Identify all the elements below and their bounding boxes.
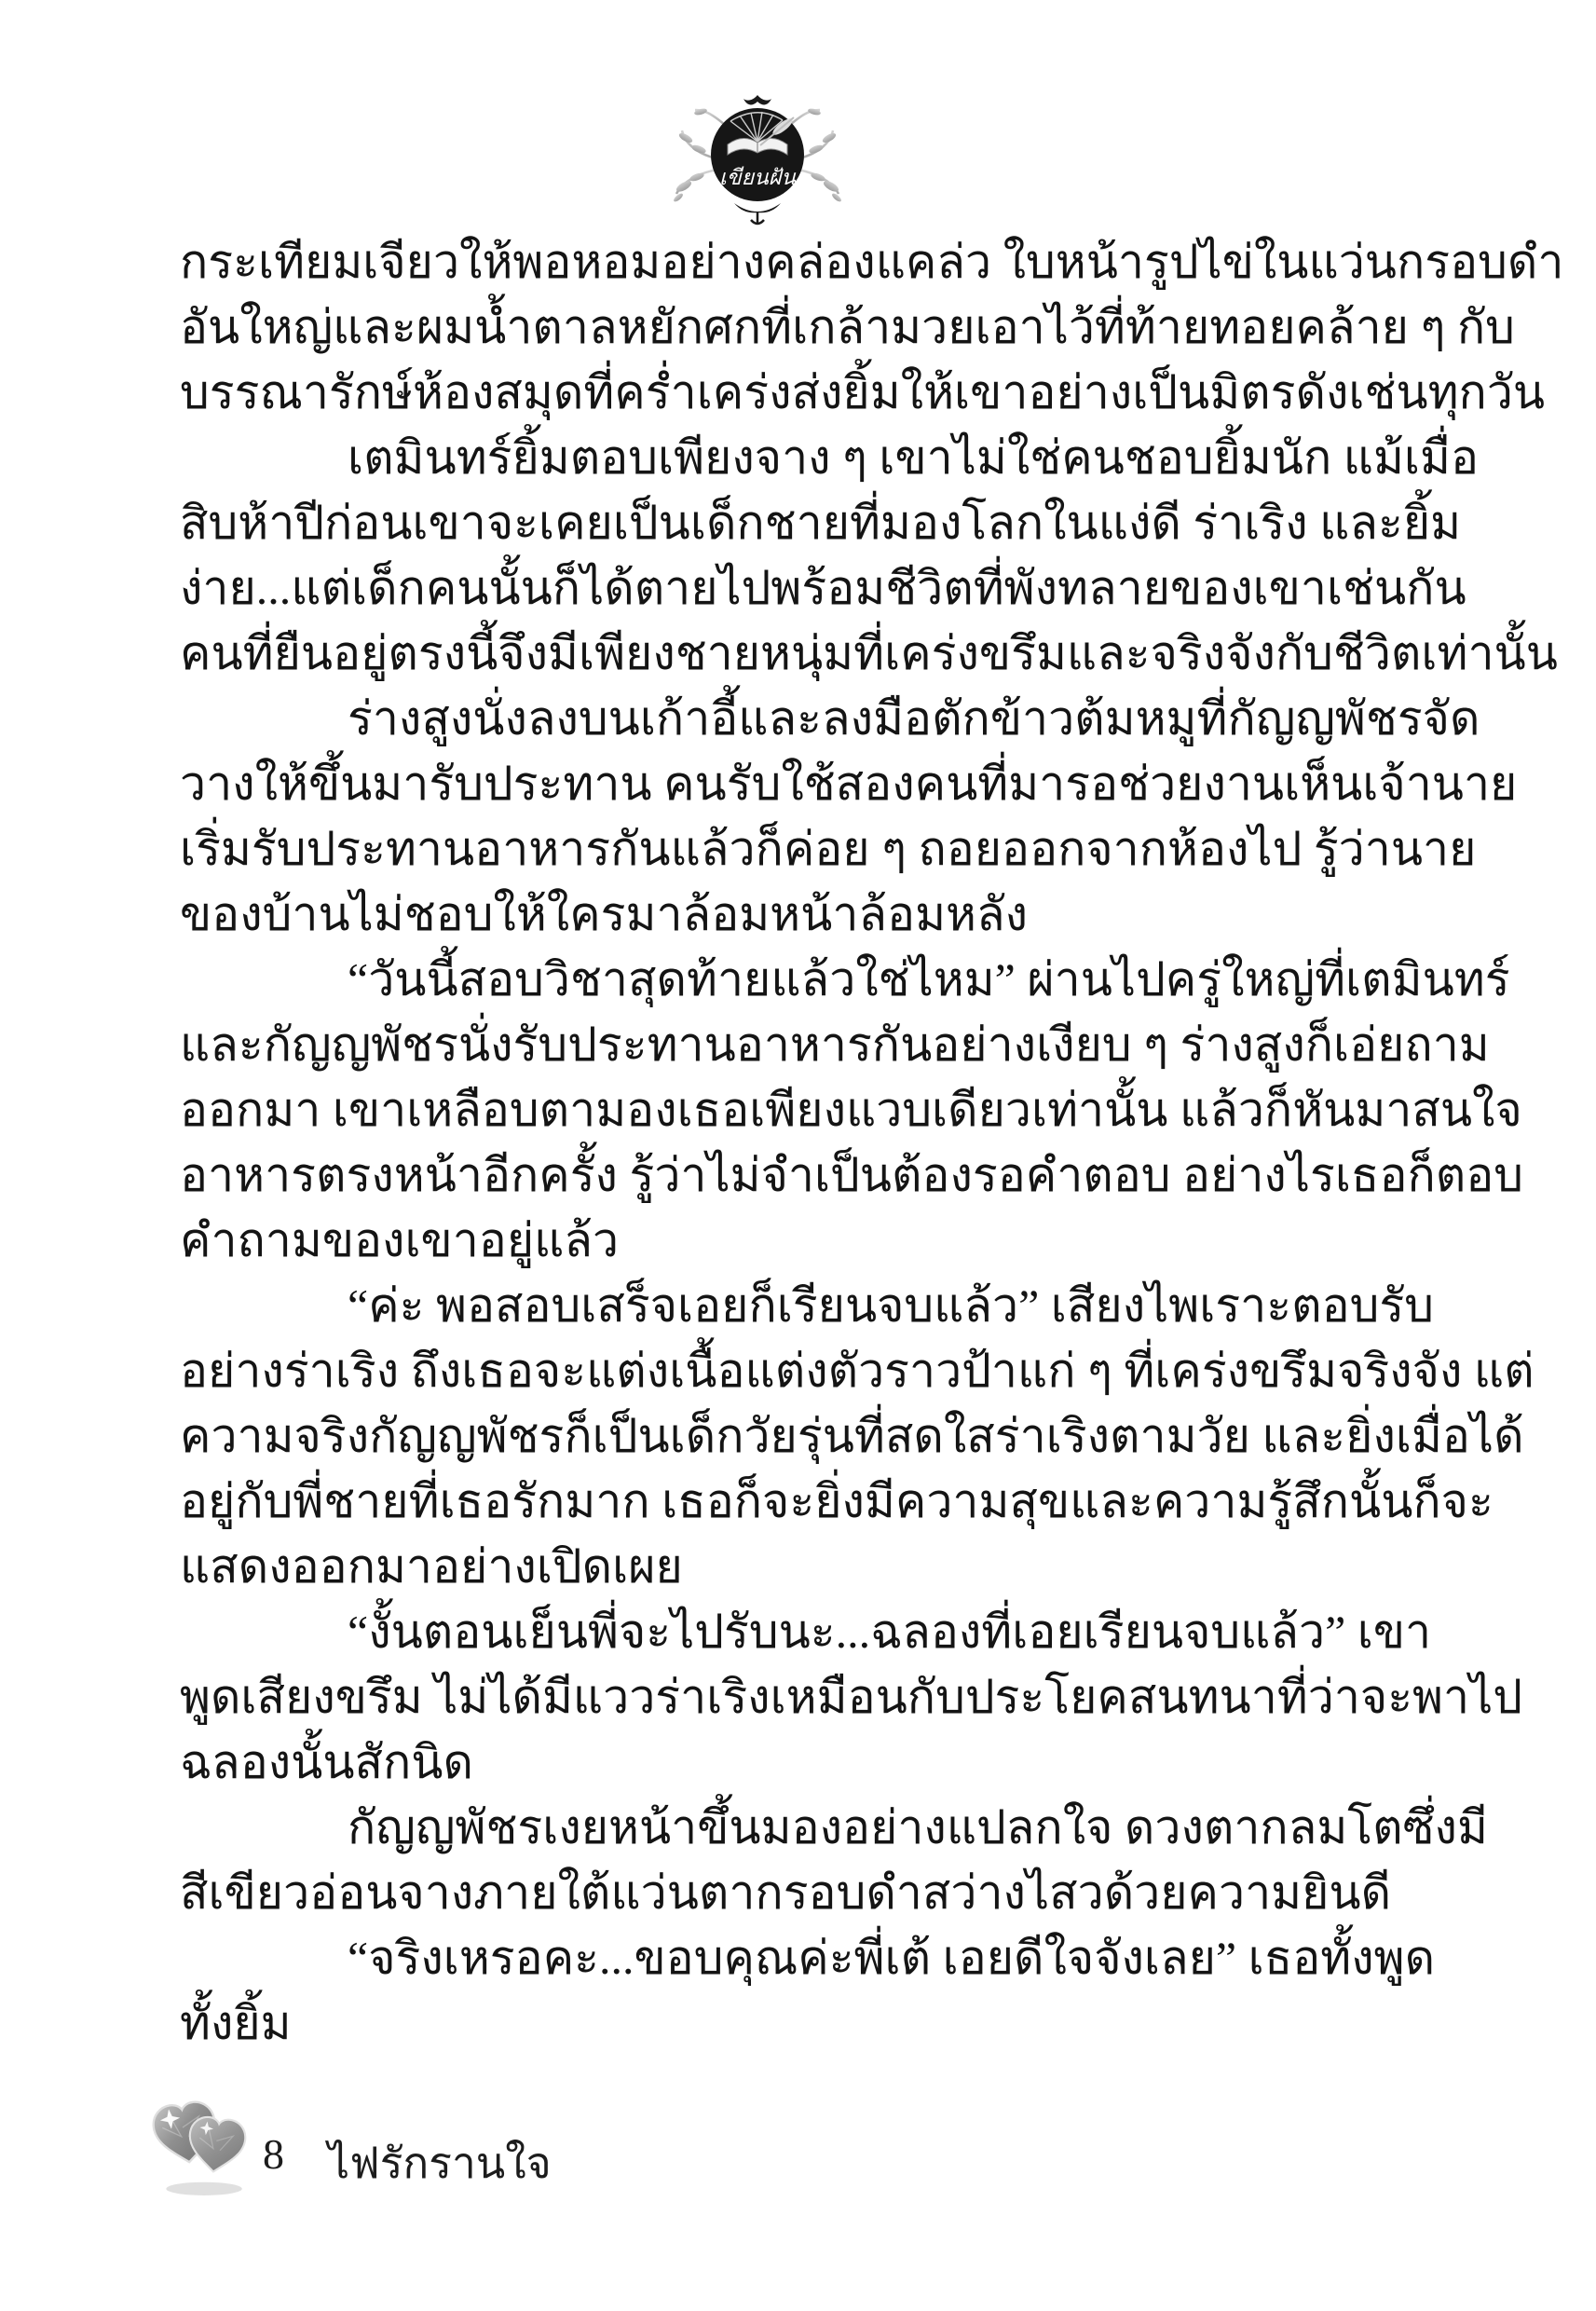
publisher-logo	[669, 93, 846, 228]
text-line: อันใหญ่และผมน้ำตาลหยักศกที่เกล้ามวยเอาไว้ที่ท้ายทอยคล้าย ๆ กับ	[180, 301, 1515, 353]
text-line: ฉลองนั้นสักนิด	[180, 1736, 473, 1788]
text-line: เตมินทร์ยิ้มตอบเพียงจาง ๆ เขาไม่ใช่คนชอบยิ้มนัก แม้เมื่อ	[348, 431, 1480, 484]
text-line: “วันนี้สอบวิชาสุดท้ายแล้วใช่ไหม” ผ่านไปครู่ใหญ่ที่เตมินทร์	[348, 953, 1510, 1005]
text-line: ความจริงกัญญพัชรก็เป็นเด็กวัยรุ่นที่สดใสร่าเริงตามวัย และยิ่งเมื่อได้	[180, 1410, 1524, 1462]
text-line: วางให้ขึ้นมารับประทาน คนรับใช้สองคนที่มารอช่วยงานเห็นเจ้านาย	[180, 758, 1518, 810]
text-line: พูดเสียงขรึม ไม่ได้มีแววร่าเริงเหมือนกับประโยคสนทนาที่ว่าจะพาไป	[180, 1671, 1522, 1723]
text-line: และกัญญพัชรนั่งรับประทานอาหารกันอย่างเงียบ ๆ ร่างสูงก็เอ่ยถาม	[180, 1019, 1490, 1071]
publisher-name: เขียนฝัน	[719, 166, 796, 189]
text-line: แสดงออกมาอย่างเปิดเผย	[180, 1540, 683, 1593]
text-line: อยู่กับพี่ชายที่เธอรักมาก เธอก็จะยิ่งมีความสุขและความรู้สึกนั้นก็จะ	[180, 1475, 1494, 1527]
body-text	[180, 229, 1564, 2056]
text-line: บรรณารักษ์ห้องสมุดที่คร่ำเคร่งส่งยิ้มให้เขาอย่างเป็นมิตรดังเช่นทุกวัน	[180, 366, 1546, 418]
text-line: ร่างสูงนั่งลงบนเก้าอี้และลงมือตักข้าวต้มหมูที่กัญญพัชรจัด	[348, 692, 1480, 745]
text-line: “ค่ะ พอสอบเสร็จเอยก็เรียนจบแล้ว” เสียงไพเราะตอบรับ	[348, 1279, 1434, 1332]
text-line: “จริงเหรอคะ...ขอบคุณค่ะพี่เต้ เอยดีใจจังเลย” เธอทั้งพูด	[348, 1932, 1436, 1984]
hearts-icon	[149, 2094, 253, 2198]
text-line: กระเทียมเจียวให้พอหอมอย่างคล่องแคล่ว ใบหน้ารูปไข่ในแว่นกรอบดำ	[180, 236, 1564, 288]
page-number: 8	[263, 2130, 284, 2178]
text-line: คำถามของเขาอยู่แล้ว	[180, 1214, 620, 1266]
text-line: ง่าย...แต่เด็กคนนั้นก็ได้ตายไปพร้อมชีวิตที่พังทลายของเขาเช่นกัน	[180, 562, 1466, 614]
text-line: ทั้งยิ้ม	[180, 1997, 292, 2049]
text-line: “งั้นตอนเย็นพี่จะไปรับนะ...ฉลองที่เอยเรียนจบแล้ว” เขา	[348, 1606, 1432, 1658]
text-line: ออกมา เขาเหลือบตามองเธอเพียงแวบเดียวเท่านั้น แล้วก็หันมาสนใจ	[180, 1084, 1522, 1136]
page-footer	[0, 2092, 1596, 2213]
text-line: เริ่มรับประทานอาหารกันแล้วก็ค่อย ๆ ถอยออกจากห้องไป รู้ว่านาย	[180, 823, 1477, 875]
publisher-logo-icon	[669, 93, 846, 228]
text-line: คนที่ยืนอยู่ตรงนี้จึงมีเพียงชายหนุ่มที่เคร่งขรึมและจริงจังกับชีวิตเท่านั้น	[180, 627, 1558, 679]
text-line: อย่างร่าเริง ถึงเธอจะแต่งเนื้อแต่งตัวราวป้าแก่ ๆ ที่เคร่งขรึมจริงจัง แต่	[180, 1345, 1535, 1397]
bottom-ornament	[734, 203, 781, 212]
top-ornament	[743, 95, 771, 104]
text-line: อาหารตรงหน้าอีกครั้ง รู้ว่าไม่จำเป็นต้องรอคำตอบ อย่างไรเธอก็ตอบ	[180, 1149, 1523, 1201]
text-line: สีเขียวอ่อนจางภายใต้แว่นตากรอบดำสว่างไสวด้วยความยินดี	[180, 1867, 1392, 1919]
text-line: สิบห้าปีก่อนเขาจะเคยเป็นเด็กชายที่มองโลกในแง่ดี ร่าเริง และยิ้ม	[180, 497, 1462, 549]
text-line: กัญญพัชรเงยหน้าขึ้นมองอย่างแปลกใจ ดวงตากลมโตซึ่งมี	[348, 1801, 1488, 1853]
text-line: ของบ้านไม่ชอบให้ใครมาล้อมหน้าล้อมหลัง	[180, 888, 1029, 940]
book-title: ไฟรักรานใจ	[328, 2140, 552, 2187]
